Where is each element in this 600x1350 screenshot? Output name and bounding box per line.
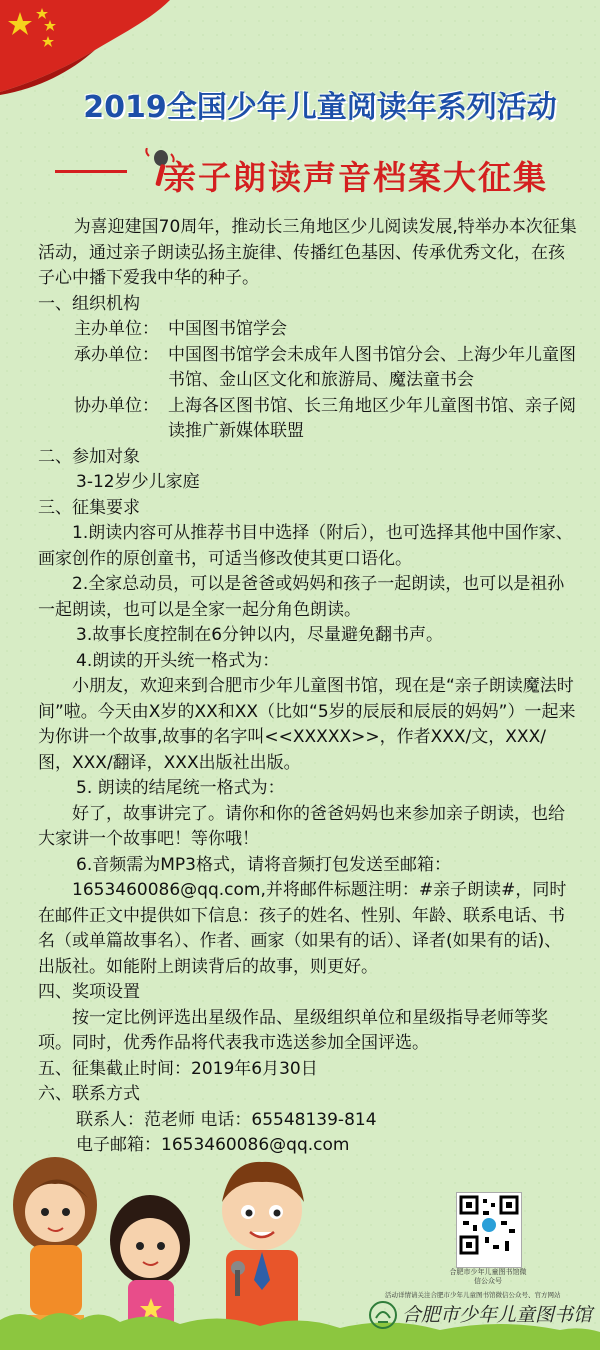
qr-code[interactable] bbox=[456, 1192, 522, 1268]
library-logo-icon bbox=[368, 1300, 398, 1330]
org-host-row bbox=[38, 317, 578, 343]
org-coorganizer-value: 上海各区图书馆、长三角地区少年儿童图书馆、亲子阅读推广新媒体联盟 bbox=[168, 395, 576, 441]
requirements-heading: 三、征集要求 bbox=[38, 497, 140, 518]
org-coorganizer-key: 协办单位： bbox=[74, 395, 159, 416]
target-heading: 二、参加对象 bbox=[38, 446, 140, 467]
requirement-5-text: 好了，故事讲完了。请你和你的爸爸妈妈也来参加亲子朗读，也给大家讲一个故事吧！等你哦！ bbox=[38, 803, 565, 849]
red-flag-icon bbox=[0, 0, 170, 95]
title-dash bbox=[55, 170, 127, 173]
content-body bbox=[38, 215, 578, 1159]
requirement-4: 4.朗读的开头统一格式为： bbox=[76, 650, 280, 671]
requirement-3: 3.故事长度控制在6分钟以内，尽量避免翻书声。 bbox=[76, 625, 444, 645]
title-line-2: 亲子朗读声音档案大征集 bbox=[163, 158, 548, 197]
deadline-text: 五、征集截止时间：2019年6月30日 bbox=[38, 1058, 318, 1079]
contact-heading: 六、联系方式 bbox=[38, 1084, 140, 1104]
footer-note: 活动详情请关注合肥市少年儿童图书馆微信公众号、官方网站 bbox=[385, 1291, 561, 1299]
org-organizer-value: 中国图书馆学会未成年人图书馆分会、上海少年儿童图书馆、金山区文化和旅游局、魔法童书会 bbox=[168, 344, 576, 390]
contact-email: 电子邮箱：1653460086@qq.com bbox=[76, 1135, 350, 1155]
requirement-1: 1.朗读内容可从推荐书目中选择（附后），也可选择其他中国作家、画家创作的原创童书，可适当修改使其更口语化。 bbox=[38, 523, 573, 569]
library-name: 合肥市少年儿童图书馆 bbox=[402, 1304, 593, 1326]
title-line-1: 2019全国少年儿童阅读年系列活动 bbox=[83, 90, 557, 125]
requirement-5: 5. 朗读的结尾统一格式为： bbox=[76, 778, 285, 798]
award-heading: 四、奖项设置 bbox=[38, 982, 140, 1002]
org-heading: 一、组织机构 bbox=[38, 293, 140, 314]
requirement-4-text: 小朋友，欢迎来到合肥市少年儿童图书馆，现在是“亲子朗读魔法时间”啦。今天由X岁的XX和XX（比如“5岁的辰辰和辰辰的妈妈”）一起来为你讲一个故事,故事的名字叫<<XXXXX>>，作者XXX/文，XXX/图，XXX/翻译，XXX出版社出版。 bbox=[38, 676, 576, 773]
org-organizer-key: 承办单位： bbox=[74, 344, 159, 365]
requirement-2: 2.全家总动员，可以是爸爸或妈妈和孩子一起朗读，也可以是祖孙一起朗读，也可以是全家一起分角色朗读。 bbox=[38, 574, 565, 620]
requirement-6: 6.音频需为MP3格式，请将音频打包发送至邮箱： bbox=[76, 854, 451, 875]
qr-code-icon bbox=[457, 1193, 521, 1257]
contact-person: 联系人：范老师 电话：65548139-814 bbox=[76, 1109, 377, 1130]
target-text: 3-12岁少儿家庭 bbox=[76, 472, 200, 492]
org-host-value: 中国图书馆学会 bbox=[168, 319, 287, 339]
org-coorganizer-row bbox=[38, 394, 578, 445]
subtitle-row bbox=[55, 148, 595, 200]
intro-paragraph: 为喜迎建国70周年，推动长三角地区少儿阅读发展,特举办本次征集活动，通过亲子朗读弘扬主旋律、传播红色基因、传承优秀文化，在孩子心中播下爱我中华的种子。 bbox=[38, 217, 577, 288]
award-text: 按一定比例评选出星级作品、星级组织单位和星级指导老师等奖项。同时，优秀作品将代表我市选送参加全国评选。 bbox=[38, 1007, 548, 1053]
qr-caption: 合肥市少年儿童图书馆微信公众号 bbox=[449, 1268, 527, 1285]
org-organizer-row bbox=[38, 343, 578, 394]
org-host-key: 主办单位： bbox=[74, 319, 159, 339]
requirement-6-text: 1653460086@qq.com,并将邮件标题注明：#亲子朗读#，同时在邮件正文中提供如下信息：孩子的姓名、性别、年龄、联系电话、书名（或单篇故事名）、作者、画家（如果有的话）、译者(如果有的话)、出版社。如能附上朗读背后的故事，则更好。 bbox=[38, 880, 567, 977]
